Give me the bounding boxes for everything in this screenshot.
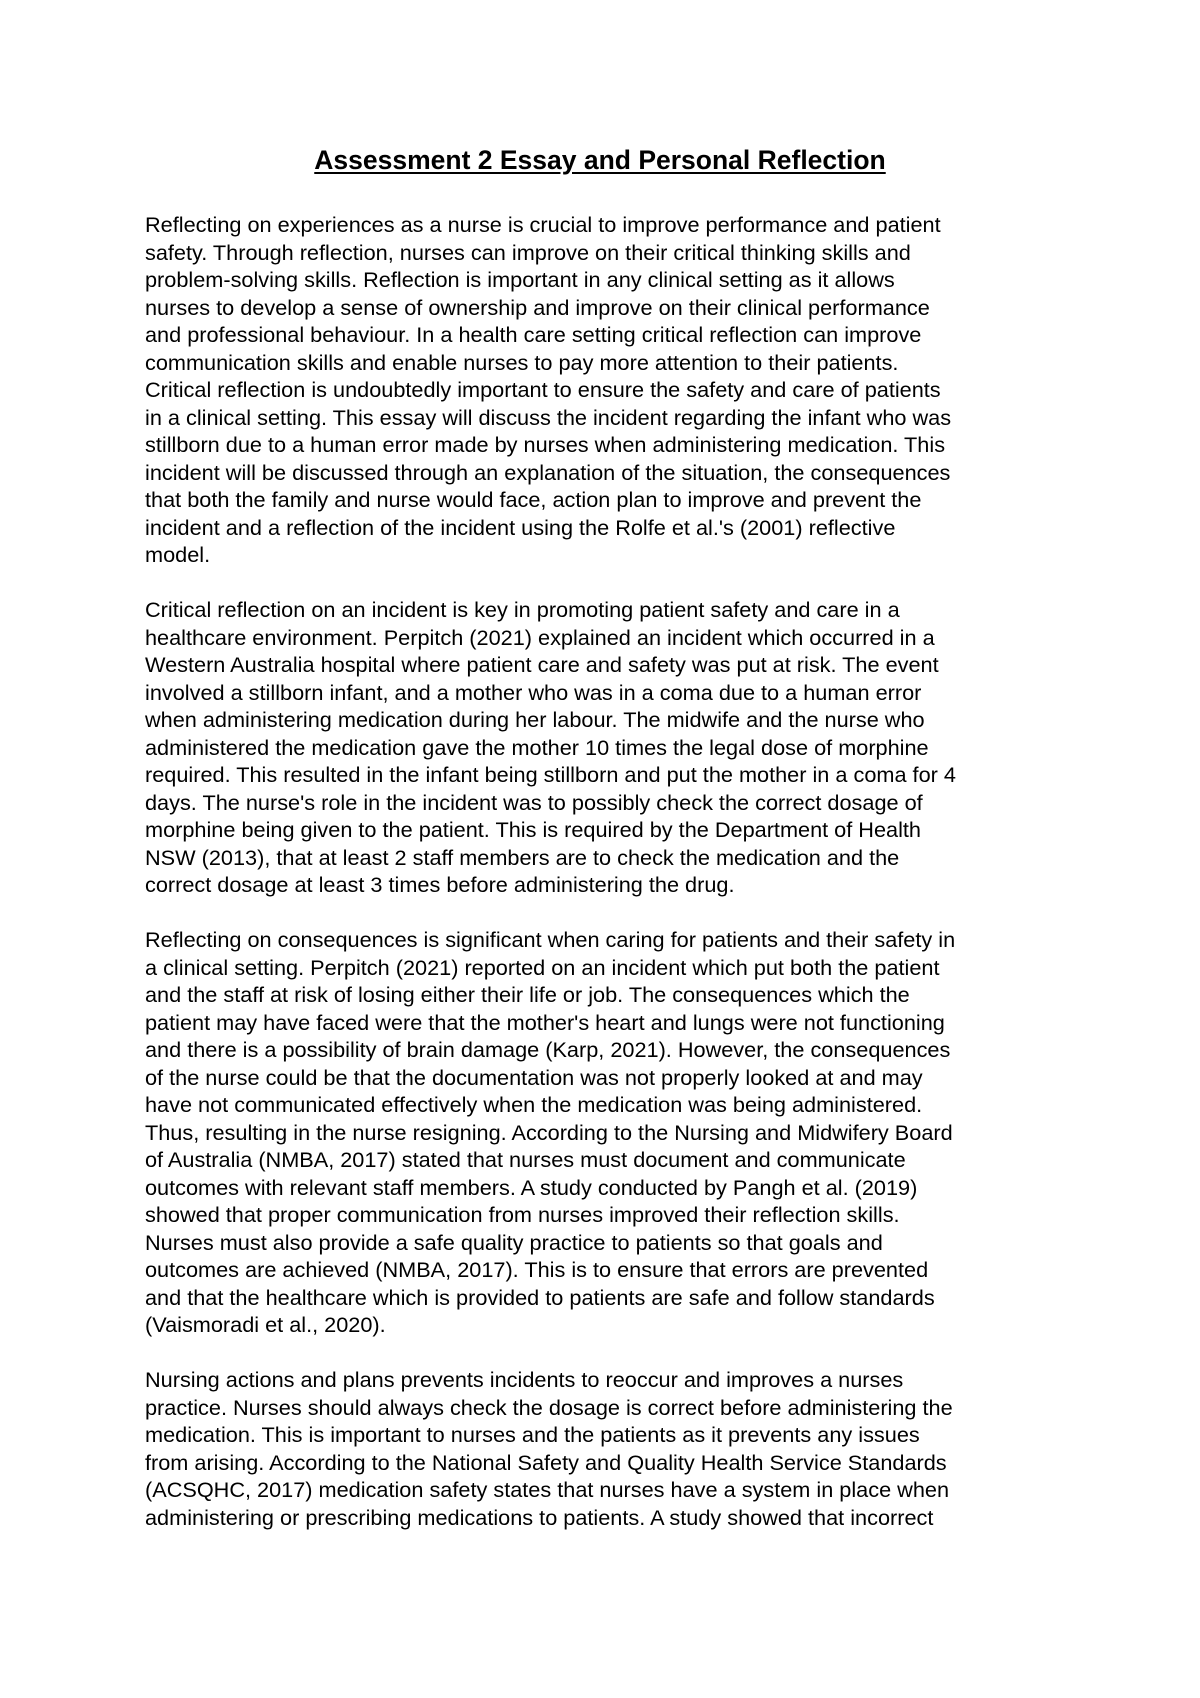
text-line: from arising. According to the National Safety and Quality Health Service Standards <box>145 1449 947 1475</box>
body-paragraph <box>145 926 1075 1339</box>
text-line: Reflecting on consequences is significant when caring for patients and their safety in <box>145 927 956 952</box>
text-line: Nurses must also provide a safe quality practice to patients so that goals and <box>145 1229 883 1255</box>
text-line: and professional behaviour. In a health care setting critical reflection can improve <box>145 322 922 347</box>
document-body <box>145 211 1075 1559</box>
text-line: that both the family and nurse would face, action plan to improve and prevent the <box>145 487 922 512</box>
text-line: required. This resulted in the infant being stillborn and put the mother in a coma for 4 <box>145 762 956 787</box>
text-line: outcomes with relevant staff members. A study conducted by Pangh et al. (2019) <box>145 1174 918 1200</box>
text-line: in a clinical setting. This essay will discuss the incident regarding the infant who was <box>145 404 952 430</box>
text-line: Reflecting on experiences as a nurse is crucial to improve performance and patient <box>145 212 941 237</box>
text-line: nurses to develop a sense of ownership and improve on their clinical performance <box>145 294 930 320</box>
text-line: NSW (2013), that at least 2 staff members are to check the medication and the <box>145 844 900 870</box>
text-line: and the staff at risk of losing either their life or job. The consequences which the <box>145 982 910 1007</box>
text-line: Western Australia hospital where patient care and safety was put at risk. The event <box>145 652 939 677</box>
text-line: Nursing actions and plans prevents incidents to reoccur and improves a nurses <box>145 1367 904 1392</box>
text-line: of the nurse could be that the documentation was not properly looked at and may <box>145 1064 923 1090</box>
text-line: correct dosage at least 3 times before administering the drug. <box>145 872 735 897</box>
body-paragraph <box>145 211 1075 569</box>
text-line: healthcare environment. Perpitch (2021) explained an incident which occurred in a <box>145 624 935 650</box>
text-line: a clinical setting. Perpitch (2021) reported on an incident which put both the patient <box>145 954 940 980</box>
body-paragraph <box>145 1366 1075 1531</box>
text-line: incident will be discussed through an explanation of the situation, the consequences <box>145 459 951 485</box>
text-line: safety. Through reflection, nurses can improve on their critical thinking skills and <box>145 239 911 265</box>
text-line: patient may have faced were that the mother's heart and lungs were not functioning <box>145 1009 945 1035</box>
text-line: (ACSQHC, 2017) medication safety states that nurses have a system in place when <box>145 1477 950 1502</box>
body-paragraph <box>145 596 1075 899</box>
text-line: when administering medication during her labour. The midwife and the nurse who <box>145 707 925 732</box>
text-line: outcomes are achieved (NMBA, 2017). This is to ensure that errors are prevented <box>145 1257 929 1282</box>
text-line: communication skills and enable nurses to pay more attention to their patients. <box>145 349 899 375</box>
text-line: practice. Nurses should always check the dosage is correct before administering the <box>145 1394 953 1420</box>
text-line: administered the medication gave the mother 10 times the legal dose of morphine <box>145 734 929 760</box>
text-line: Thus, resulting in the nurse resigning. According to the Nursing and Midwifery Board <box>145 1119 953 1145</box>
text-line: have not communicated effectively when the medication was being administered. <box>145 1092 923 1117</box>
text-line: showed that proper communication from nurses improved their reflection skills. <box>145 1202 900 1227</box>
text-line: stillborn due to a human error made by nurses when administering medication. This <box>145 432 946 457</box>
text-line: Critical reflection is undoubtedly important to ensure the safety and care of patients <box>145 377 941 402</box>
text-line: morphine being given to the patient. This is required by the Department of Health <box>145 817 921 842</box>
text-line: and that the healthcare which is provided to patients are safe and follow standards <box>145 1284 935 1310</box>
text-line: (Vaismoradi et al., 2020). <box>145 1312 386 1337</box>
text-line: of Australia (NMBA, 2017) stated that nurses must document and communicate <box>145 1147 906 1172</box>
text-line: days. The nurse's role in the incident was to possibly check the correct dosage of <box>145 789 923 815</box>
text-line: and there is a possibility of brain damage (Karp, 2021). However, the consequences <box>145 1037 951 1062</box>
text-line: model. <box>145 542 211 567</box>
text-line: involved a stillborn infant, and a mother who was in a coma due to a human error <box>145 679 922 705</box>
text-line: Critical reflection on an incident is key in promoting patient safety and care in a <box>145 597 900 622</box>
text-line: administering or prescribing medications to patients. A study showed that incorrect <box>145 1504 934 1530</box>
text-line: medication. This is important to nurses and the patients as it prevents any issues <box>145 1422 920 1447</box>
text-line: incident and a reflection of the incident using the Rolfe et al.'s (2001) reflective <box>145 514 896 540</box>
text-line: problem-solving skills. Reflection is important in any clinical setting as it allows <box>145 267 895 292</box>
document-title: Assessment 2 Essay and Personal Reflection <box>314 145 886 175</box>
